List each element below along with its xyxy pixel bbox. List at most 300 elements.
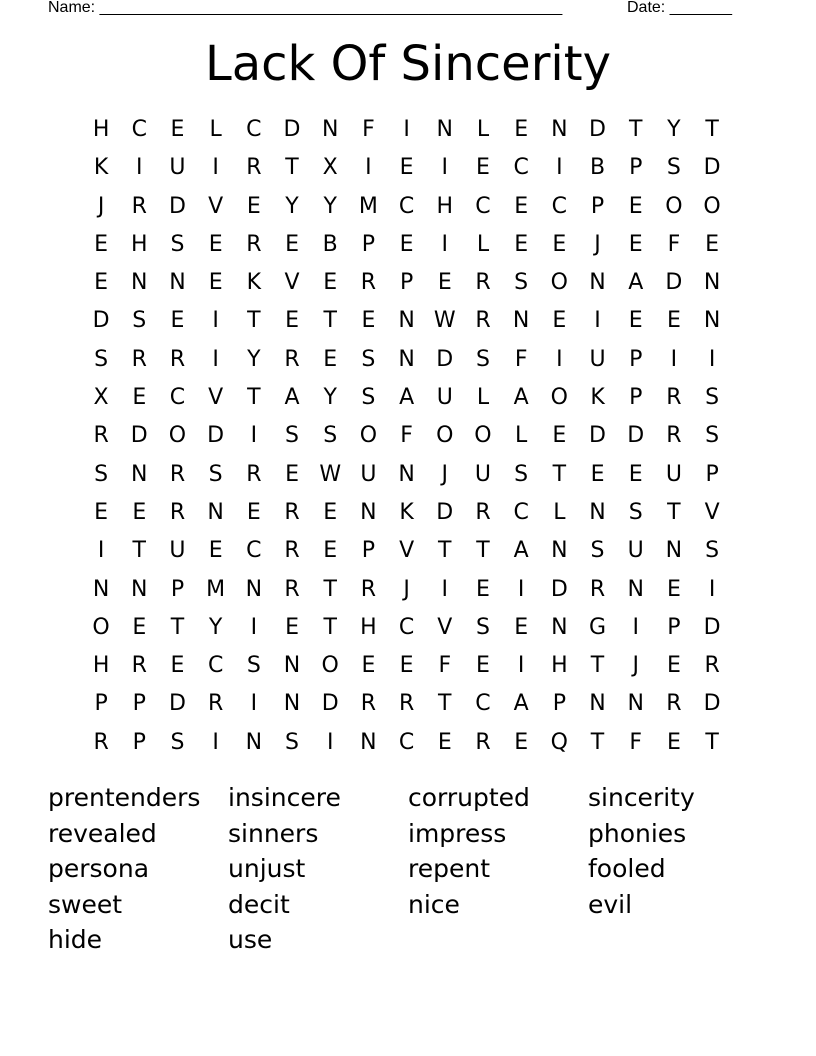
- grid-cell[interactable]: E: [132, 499, 147, 525]
- grid-cell[interactable]: I: [212, 308, 219, 334]
- grid-cell[interactable]: M: [358, 193, 378, 219]
- grid-cell[interactable]: N: [92, 576, 110, 602]
- grid-cell[interactable]: V: [208, 193, 224, 219]
- word-list-item: persona: [48, 854, 150, 884]
- grid-cell[interactable]: A: [513, 385, 529, 411]
- grid-cell[interactable]: E: [170, 117, 185, 142]
- grid-cell[interactable]: S: [475, 346, 490, 372]
- grid-cell[interactable]: D: [703, 691, 721, 717]
- grid-cell[interactable]: R: [169, 499, 186, 525]
- grid-cell[interactable]: N: [703, 308, 721, 334]
- grid-cell[interactable]: C: [131, 117, 147, 142]
- grid-cell[interactable]: P: [667, 614, 681, 640]
- grid-cell[interactable]: I: [97, 538, 105, 564]
- grid-cell[interactable]: T: [247, 385, 261, 411]
- grid-cell[interactable]: O: [436, 423, 454, 449]
- grid-cell[interactable]: F: [629, 729, 643, 755]
- grid-cell[interactable]: R: [475, 270, 491, 296]
- grid-cell[interactable]: E: [666, 576, 681, 602]
- grid-cell[interactable]: R: [666, 423, 682, 449]
- grid-cell[interactable]: O: [359, 423, 378, 449]
- grid-cell[interactable]: E: [170, 653, 185, 679]
- grid-cell[interactable]: I: [556, 155, 563, 181]
- grid-cell[interactable]: E: [285, 308, 299, 334]
- grid-cell[interactable]: E: [628, 461, 643, 487]
- grid-cell[interactable]: T: [323, 614, 337, 640]
- word-list-item: prentenders: [48, 783, 201, 812]
- grid-cell[interactable]: U: [169, 155, 186, 181]
- grid-cell[interactable]: R: [284, 499, 300, 525]
- grid-cell[interactable]: P: [132, 729, 146, 755]
- grid-cell[interactable]: E: [666, 653, 681, 679]
- grid-cell[interactable]: I: [136, 155, 143, 181]
- grid-cell[interactable]: Q: [550, 729, 568, 755]
- grid-cell[interactable]: E: [628, 193, 643, 219]
- grid-cell[interactable]: E: [514, 231, 529, 257]
- grid-cell[interactable]: I: [212, 155, 219, 181]
- grid-cell[interactable]: T: [590, 729, 605, 755]
- grid-cell[interactable]: R: [284, 576, 300, 602]
- grid-cell[interactable]: E: [94, 270, 109, 296]
- grid-cell[interactable]: E: [514, 193, 529, 219]
- grid-cell[interactable]: D: [589, 423, 606, 449]
- grid-cell[interactable]: U: [665, 461, 682, 487]
- grid-cell[interactable]: L: [209, 117, 222, 142]
- grid-cell[interactable]: C: [551, 193, 568, 219]
- grid-cell[interactable]: E: [590, 461, 605, 487]
- word-list-item: hide: [48, 925, 103, 955]
- grid-cell[interactable]: I: [250, 614, 258, 640]
- grid-cell[interactable]: N: [512, 308, 530, 334]
- grid-cell[interactable]: E: [437, 729, 452, 755]
- grid-cell[interactable]: F: [362, 117, 375, 142]
- grid-cell[interactable]: D: [436, 346, 454, 372]
- grid-cell[interactable]: N: [283, 653, 301, 679]
- grid-cell[interactable]: O: [321, 653, 339, 679]
- grid-cell[interactable]: N: [360, 729, 377, 755]
- grid-cell[interactable]: N: [589, 270, 606, 296]
- grid-cell[interactable]: R: [704, 653, 720, 679]
- grid-cell[interactable]: Y: [247, 346, 261, 372]
- grid-cell[interactable]: S: [94, 461, 109, 487]
- grid-cell[interactable]: E: [246, 499, 261, 525]
- grid-cell[interactable]: E: [285, 231, 299, 257]
- grid-cell[interactable]: C: [169, 385, 186, 411]
- grid-cell[interactable]: R: [169, 461, 186, 487]
- grid-cell[interactable]: S: [323, 423, 338, 449]
- grid-cell[interactable]: E: [170, 308, 185, 334]
- grid-cell[interactable]: P: [361, 538, 376, 564]
- grid-cell[interactable]: I: [250, 691, 258, 717]
- grid-cell[interactable]: D: [92, 308, 110, 334]
- grid-cell[interactable]: O: [550, 270, 568, 296]
- grid-cell[interactable]: R: [284, 346, 300, 372]
- grid-cell[interactable]: T: [476, 538, 490, 564]
- grid-cell[interactable]: R: [475, 499, 491, 525]
- grid-cell[interactable]: H: [92, 117, 110, 142]
- grid-cell[interactable]: T: [323, 576, 337, 602]
- grid-cell[interactable]: N: [627, 691, 644, 717]
- grid-cell[interactable]: S: [666, 155, 681, 181]
- grid-cell[interactable]: E: [399, 653, 414, 679]
- grid-cell[interactable]: L: [553, 499, 566, 525]
- grid-cell[interactable]: D: [168, 193, 186, 219]
- word-list-item: corrupted: [408, 783, 530, 812]
- grid-cell[interactable]: T: [667, 499, 681, 525]
- grid-cell[interactable]: P: [361, 231, 376, 257]
- grid-cell[interactable]: E: [132, 614, 147, 640]
- grid-cell[interactable]: I: [441, 231, 449, 257]
- grid-cell[interactable]: A: [628, 270, 644, 296]
- grid-cell[interactable]: E: [94, 231, 109, 257]
- grid-cell[interactable]: D: [703, 155, 721, 181]
- grid-cell[interactable]: Y: [323, 193, 337, 219]
- grid-cell[interactable]: N: [283, 691, 301, 717]
- grid-cell[interactable]: E: [323, 538, 338, 564]
- grid-cell[interactable]: R: [246, 231, 262, 257]
- date-field[interactable]: Date: _______: [627, 0, 732, 16]
- grid-cell[interactable]: E: [361, 308, 376, 334]
- grid-cell[interactable]: E: [437, 270, 452, 296]
- grid-cell[interactable]: N: [245, 576, 263, 602]
- grid-cell[interactable]: U: [360, 461, 377, 487]
- grid-cell[interactable]: C: [398, 729, 415, 755]
- word-list-item: phonies: [588, 818, 687, 848]
- grid-cell[interactable]: S: [170, 231, 185, 257]
- grid-cell[interactable]: V: [704, 499, 720, 525]
- grid-cell[interactable]: U: [436, 385, 453, 411]
- grid-cell[interactable]: I: [517, 653, 525, 679]
- grid-cell[interactable]: R: [475, 308, 491, 334]
- grid-cell[interactable]: T: [170, 614, 185, 640]
- grid-cell[interactable]: S: [170, 729, 185, 755]
- grid-cell[interactable]: P: [132, 691, 146, 717]
- grid-cell[interactable]: D: [550, 576, 568, 602]
- grid-cell[interactable]: E: [476, 653, 490, 679]
- grid-cell[interactable]: E: [552, 423, 567, 449]
- grid-cell[interactable]: O: [703, 193, 721, 219]
- grid-cell[interactable]: N: [131, 576, 148, 602]
- grid-cell[interactable]: I: [708, 346, 716, 372]
- grid-cell[interactable]: P: [590, 193, 605, 219]
- grid-cell[interactable]: J: [632, 653, 639, 679]
- grid-cell[interactable]: P: [170, 576, 185, 602]
- grid-cell[interactable]: I: [212, 729, 219, 755]
- grid-cell[interactable]: R: [360, 270, 377, 296]
- grid-cell[interactable]: J: [594, 231, 601, 257]
- grid-cell[interactable]: I: [212, 346, 219, 372]
- grid-cell[interactable]: T: [247, 308, 261, 334]
- grid-cell[interactable]: L: [476, 117, 490, 142]
- grid-cell[interactable]: F: [667, 231, 681, 257]
- grid-cell[interactable]: V: [437, 614, 453, 640]
- grid-cell[interactable]: R: [360, 576, 377, 602]
- grid-cell[interactable]: E: [285, 461, 299, 487]
- grid-cell[interactable]: E: [628, 231, 643, 257]
- grid-cell[interactable]: D: [168, 691, 186, 717]
- grid-cell[interactable]: G: [589, 614, 607, 640]
- grid-cell[interactable]: R: [246, 155, 262, 181]
- grid-cell[interactable]: C: [475, 193, 491, 219]
- grid-cell[interactable]: N: [436, 117, 454, 142]
- grid-cell[interactable]: H: [360, 614, 377, 640]
- grid-cell[interactable]: T: [285, 155, 299, 181]
- grid-cell[interactable]: K: [246, 270, 262, 296]
- grid-cell[interactable]: T: [705, 729, 719, 755]
- grid-cell[interactable]: N: [360, 499, 377, 525]
- grid-cell[interactable]: E: [552, 308, 567, 334]
- grid-cell[interactable]: D: [436, 499, 454, 525]
- grid-cell[interactable]: S: [705, 385, 720, 411]
- grid-cell[interactable]: N: [131, 461, 148, 487]
- grid-cell[interactable]: T: [438, 538, 452, 564]
- grid-cell[interactable]: I: [365, 155, 372, 181]
- grid-cell[interactable]: Y: [323, 385, 337, 411]
- grid-cell[interactable]: U: [474, 461, 492, 487]
- grid-cell[interactable]: E: [208, 538, 223, 564]
- grid-cell[interactable]: P: [629, 155, 643, 181]
- grid-cell[interactable]: B: [322, 231, 338, 257]
- grid-cell[interactable]: H: [551, 653, 568, 679]
- grid-cell[interactable]: S: [361, 385, 376, 411]
- grid-cell[interactable]: I: [441, 155, 449, 181]
- grid-cell[interactable]: C: [246, 538, 262, 564]
- grid-cell[interactable]: E: [476, 576, 490, 602]
- grid-cell[interactable]: I: [517, 576, 525, 602]
- grid-cell[interactable]: E: [514, 117, 529, 142]
- grid-cell[interactable]: T: [705, 117, 719, 142]
- grid-cell[interactable]: U: [627, 538, 644, 564]
- grid-cell[interactable]: S: [361, 346, 376, 372]
- grid-cell[interactable]: X: [322, 155, 338, 181]
- grid-cell[interactable]: I: [441, 576, 449, 602]
- grid-cell[interactable]: O: [168, 423, 187, 449]
- grid-cell[interactable]: D: [665, 270, 683, 296]
- grid-cell[interactable]: D: [207, 423, 225, 449]
- grid-cell[interactable]: E: [208, 270, 223, 296]
- grid-cell[interactable]: N: [627, 576, 644, 602]
- grid-cell[interactable]: W: [433, 308, 456, 334]
- grid-cell[interactable]: H: [131, 231, 148, 257]
- grid-cell[interactable]: R: [208, 691, 224, 717]
- grid-cell[interactable]: O: [474, 423, 492, 449]
- grid-cell[interactable]: D: [283, 117, 301, 142]
- grid-cell[interactable]: A: [513, 538, 529, 564]
- grid-cell[interactable]: F: [514, 346, 528, 372]
- grid-cell[interactable]: D: [130, 423, 148, 449]
- grid-cell[interactable]: R: [131, 653, 147, 679]
- grid-cell[interactable]: B: [589, 155, 606, 181]
- grid-cell[interactable]: S: [590, 538, 605, 564]
- grid-cell[interactable]: T: [323, 308, 337, 334]
- grid-cell[interactable]: E: [666, 729, 681, 755]
- grid-cell[interactable]: E: [285, 614, 299, 640]
- grid-cell[interactable]: E: [246, 193, 261, 219]
- grid-cell[interactable]: E: [208, 231, 223, 257]
- grid-cell[interactable]: R: [93, 729, 109, 755]
- grid-cell[interactable]: C: [207, 653, 224, 679]
- grid-cell[interactable]: S: [285, 729, 300, 755]
- grid-cell[interactable]: T: [628, 117, 643, 142]
- grid-cell[interactable]: A: [513, 691, 529, 717]
- grid-cell[interactable]: P: [629, 385, 643, 411]
- grid-cell[interactable]: P: [629, 346, 643, 372]
- grid-cell[interactable]: N: [207, 499, 224, 525]
- grid-cell[interactable]: C: [398, 193, 415, 219]
- grid-cell[interactable]: E: [514, 729, 529, 755]
- grid-cell[interactable]: T: [552, 461, 567, 487]
- grid-cell[interactable]: S: [132, 308, 147, 334]
- grid-cell[interactable]: S: [514, 461, 529, 487]
- grid-cell[interactable]: P: [94, 691, 108, 717]
- grid-cell[interactable]: S: [208, 461, 223, 487]
- grid-cell[interactable]: R: [398, 691, 415, 717]
- grid-cell[interactable]: Y: [285, 193, 299, 219]
- grid-cell[interactable]: D: [589, 117, 606, 142]
- word-list-item: sweet: [48, 889, 123, 919]
- grid-cell[interactable]: U: [589, 346, 606, 372]
- word-list-item: impress: [408, 818, 507, 848]
- name-field[interactable]: Name: ____________________________________________________: [48, 0, 563, 16]
- grid-cell[interactable]: R: [475, 729, 491, 755]
- grid-cell[interactable]: R: [666, 691, 682, 717]
- grid-cell[interactable]: R: [169, 346, 186, 372]
- grid-cell[interactable]: E: [94, 499, 109, 525]
- grid-cell[interactable]: K: [399, 499, 414, 525]
- grid-cell[interactable]: E: [514, 614, 529, 640]
- grid-cell[interactable]: V: [208, 385, 224, 411]
- grid-cell[interactable]: T: [590, 653, 605, 679]
- grid-cell[interactable]: R: [360, 691, 377, 717]
- grid-cell[interactable]: P: [552, 691, 566, 717]
- grid-cell[interactable]: E: [705, 231, 720, 257]
- grid-cell[interactable]: O: [550, 385, 568, 411]
- grid-cell[interactable]: E: [361, 653, 376, 679]
- grid-cell[interactable]: T: [132, 538, 146, 564]
- grid-cell[interactable]: S: [475, 614, 490, 640]
- grid-cell[interactable]: N: [169, 270, 186, 296]
- grid-cell[interactable]: X: [93, 385, 109, 411]
- grid-cell[interactable]: I: [556, 346, 563, 372]
- grid-cell[interactable]: K: [590, 385, 605, 411]
- grid-cell[interactable]: R: [93, 423, 109, 449]
- grid-cell[interactable]: J: [441, 461, 449, 487]
- grid-cell[interactable]: I: [403, 117, 410, 142]
- grid-cell[interactable]: E: [666, 308, 681, 334]
- grid-cell[interactable]: S: [514, 270, 529, 296]
- grid-cell[interactable]: E: [323, 499, 338, 525]
- header: [0, 0, 816, 20]
- grid-cell[interactable]: Y: [208, 614, 223, 640]
- grid-cell[interactable]: F: [400, 423, 413, 449]
- grid-cell[interactable]: E: [628, 308, 643, 334]
- word-list-item: sinners: [228, 818, 319, 848]
- grid-cell[interactable]: S: [705, 423, 720, 449]
- grid-cell[interactable]: I: [632, 614, 639, 640]
- grid-cell[interactable]: E: [323, 346, 338, 372]
- grid-cell[interactable]: R: [284, 538, 300, 564]
- grid-cell[interactable]: I: [708, 576, 716, 602]
- grid-cell[interactable]: L: [476, 385, 490, 411]
- grid-cell[interactable]: D: [703, 614, 721, 640]
- grid-cell[interactable]: F: [438, 653, 452, 679]
- grid-cell[interactable]: D: [627, 423, 645, 449]
- grid-cell[interactable]: S: [628, 499, 643, 525]
- grid-cell[interactable]: M: [206, 576, 226, 602]
- grid-cell[interactable]: W: [319, 461, 342, 487]
- grid-cell[interactable]: P: [399, 270, 414, 296]
- grid-cell[interactable]: O: [665, 193, 683, 219]
- grid-cell[interactable]: C: [513, 499, 529, 525]
- grid-cell[interactable]: S: [285, 423, 300, 449]
- grid-cell[interactable]: E: [132, 385, 147, 411]
- grid-cell[interactable]: C: [513, 155, 529, 181]
- grid-cell[interactable]: R: [131, 193, 147, 219]
- grid-cell[interactable]: P: [705, 461, 719, 487]
- grid-cell[interactable]: S: [705, 538, 720, 564]
- grid-cell[interactable]: C: [246, 117, 262, 142]
- grid-cell[interactable]: N: [551, 614, 568, 640]
- grid-cell[interactable]: E: [476, 155, 490, 181]
- grid-cell[interactable]: E: [323, 270, 338, 296]
- grid-cell[interactable]: N: [398, 308, 415, 334]
- grid-cell[interactable]: I: [250, 423, 258, 449]
- grid-cell[interactable]: C: [475, 691, 491, 717]
- grid-cell[interactable]: O: [92, 614, 110, 640]
- grid-cell[interactable]: U: [169, 538, 186, 564]
- grid-cell[interactable]: E: [552, 231, 567, 257]
- grid-cell[interactable]: R: [666, 385, 682, 411]
- grid-cell[interactable]: I: [670, 346, 678, 372]
- grid-cell[interactable]: N: [703, 270, 721, 296]
- grid-cell[interactable]: R: [589, 576, 606, 602]
- grid-cell[interactable]: E: [399, 155, 414, 181]
- grid-cell[interactable]: E: [399, 231, 414, 257]
- grid-cell[interactable]: N: [589, 499, 606, 525]
- grid-cell[interactable]: S: [246, 653, 261, 679]
- grid-cell[interactable]: H: [436, 193, 454, 219]
- grid-cell[interactable]: N: [589, 691, 606, 717]
- grid-cell[interactable]: I: [594, 308, 601, 334]
- grid-cell[interactable]: V: [399, 538, 415, 564]
- grid-cell[interactable]: N: [321, 117, 339, 142]
- grid-cell[interactable]: L: [515, 423, 528, 449]
- grid-cell[interactable]: I: [326, 729, 334, 755]
- grid-cell[interactable]: A: [284, 385, 300, 411]
- grid-cell[interactable]: N: [245, 729, 263, 755]
- grid-cell[interactable]: Y: [667, 117, 681, 142]
- grid-cell[interactable]: R: [246, 461, 262, 487]
- grid-cell[interactable]: S: [94, 346, 109, 372]
- grid-cell[interactable]: N: [398, 461, 415, 487]
- grid-cell[interactable]: R: [131, 346, 147, 372]
- grid-cell[interactable]: N: [551, 117, 568, 142]
- grid-cell[interactable]: D: [321, 691, 339, 717]
- grid-cell[interactable]: A: [399, 385, 415, 411]
- grid-cell[interactable]: N: [398, 346, 415, 372]
- grid-cell[interactable]: N: [551, 538, 568, 564]
- grid-cell[interactable]: J: [403, 576, 410, 602]
- grid-cell[interactable]: J: [97, 193, 105, 219]
- grid-cell[interactable]: H: [92, 653, 110, 679]
- grid-cell[interactable]: N: [131, 270, 148, 296]
- grid-cell[interactable]: V: [284, 270, 300, 296]
- grid-cell[interactable]: L: [476, 231, 490, 257]
- grid-cell[interactable]: N: [665, 538, 683, 564]
- grid-cell[interactable]: T: [438, 691, 452, 717]
- grid-cell[interactable]: K: [93, 155, 109, 181]
- grid-cell[interactable]: C: [398, 614, 415, 640]
